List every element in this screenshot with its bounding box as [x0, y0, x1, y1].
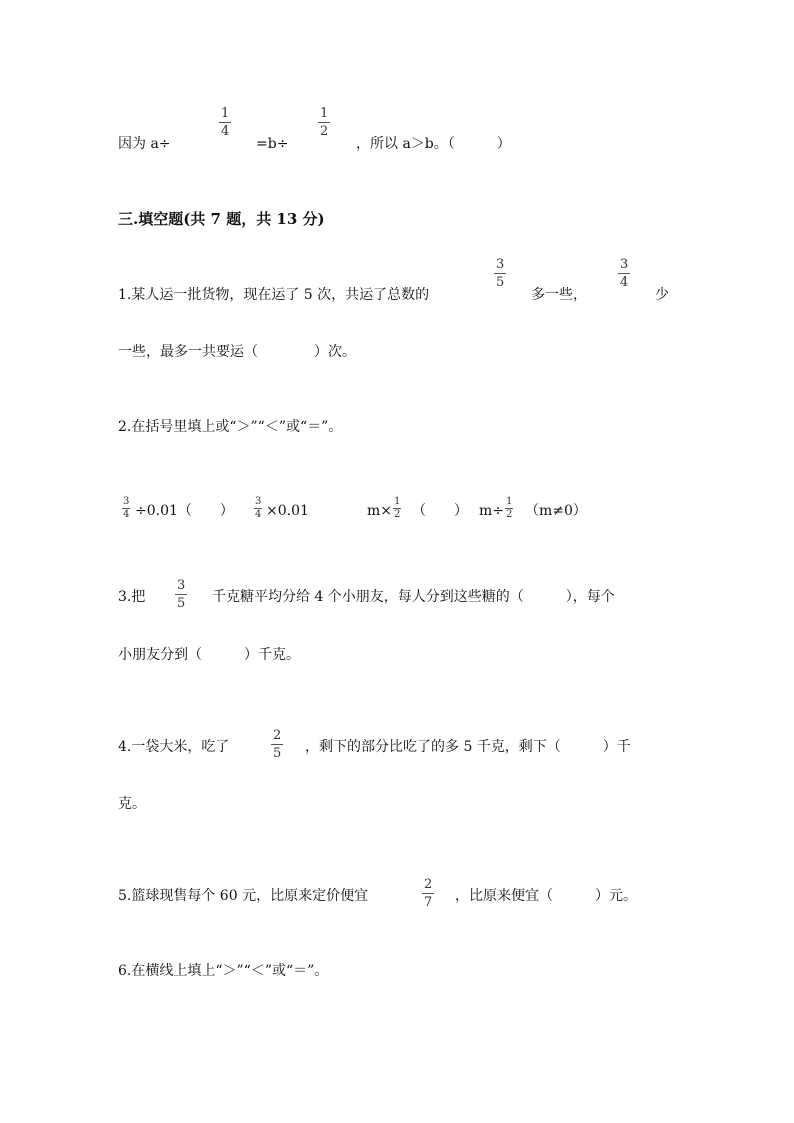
question-6-text: 6.在横线上填上“＞”“＜”或“＝”。	[118, 963, 329, 979]
q1-fraction-2	[618, 258, 630, 289]
q5-tf-fraction-2	[318, 107, 330, 138]
fraction-numerator: 1	[320, 106, 329, 121]
q5-tf-text-part1: 因为 a÷	[118, 136, 171, 152]
fraction-denominator: 4	[221, 124, 230, 139]
q5-tf-text-part2: =b÷	[256, 136, 289, 152]
fraction-numerator: 1	[221, 106, 230, 121]
fraction-numerator: 3	[177, 578, 186, 593]
fraction-denominator: 2	[394, 509, 401, 520]
q2-expr3-text: m×	[367, 503, 393, 519]
section-3-heading: 三.填空题(共 7 题，共 13 分)	[118, 210, 325, 228]
fraction-denominator: 5	[496, 275, 505, 290]
fraction-denominator: 2	[320, 124, 329, 139]
q3-line1-part2: 千克糖平均分给 4 个小朋友，每人分到这些糖的（ ），每个	[212, 589, 615, 605]
fraction-denominator: 4	[123, 509, 130, 520]
q5-line1-part1: 5.篮球现售每个 60 元，比原来定价便宜	[118, 888, 369, 904]
q2-expr3-paren: （ ）	[412, 503, 468, 519]
q2-expr4-tail: （m≠0）	[525, 503, 587, 519]
fraction-numerator: 3	[496, 257, 505, 272]
q2-expr4-fraction	[505, 497, 513, 520]
q1-fraction-1	[494, 258, 506, 289]
q2-expr1-fraction	[122, 497, 130, 520]
q5-tf-fraction-1	[219, 107, 231, 138]
q3-line1-part1: 3.把	[118, 589, 146, 605]
q1-line2: 一些，最多一共要运（ ）次。	[118, 344, 356, 360]
q2-expr2-fraction	[254, 497, 262, 520]
q5-line1-part2: ，比原来便宜（ ）元。	[455, 888, 637, 904]
q3-fraction	[175, 579, 187, 610]
q2-expr3-fraction	[393, 497, 401, 520]
fraction-numerator: 3	[123, 496, 130, 507]
q5-fraction	[422, 878, 434, 909]
q4-line1-part2: ，剩下的部分比吃了的多 5 千克，剩下（ ）千	[305, 739, 631, 755]
fraction-numerator: 2	[273, 728, 282, 743]
q1-line1-part2: 多一些，	[531, 287, 587, 303]
q4-line1-part1: 4.一袋大米，吃了	[118, 739, 230, 755]
fraction-numerator: 2	[424, 877, 433, 892]
q1-line1-part1: 1.某人运一批货物，现在运了 5 次，共运了总数的	[118, 287, 430, 303]
q1-line1-part3: 少	[655, 287, 669, 303]
q4-line2: 克。	[118, 796, 146, 812]
fraction-denominator: 7	[424, 895, 433, 910]
q3-line2: 小朋友分到（ ）千克。	[118, 647, 300, 663]
q2-expr1-text: ÷0.01（ ）	[135, 503, 234, 519]
fraction-numerator: 3	[255, 496, 262, 507]
fraction-denominator: 5	[273, 746, 282, 761]
q4-fraction	[271, 729, 283, 760]
fraction-denominator: 2	[506, 509, 513, 520]
q2-text: 2.在括号里填上或“＞”“＜”或“＝”。	[118, 419, 343, 435]
q2-expr2-text: ×0.01	[266, 503, 309, 519]
fraction-denominator: 4	[255, 509, 262, 520]
q2-expr4-text: m÷	[479, 503, 505, 519]
fraction-numerator: 1	[394, 496, 401, 507]
fraction-numerator: 3	[620, 257, 629, 272]
fraction-denominator: 5	[177, 596, 186, 611]
q5-tf-text-part3: ，所以 a＞b。（ ）	[356, 136, 511, 152]
fraction-numerator: 1	[506, 496, 513, 507]
fraction-denominator: 4	[620, 275, 629, 290]
